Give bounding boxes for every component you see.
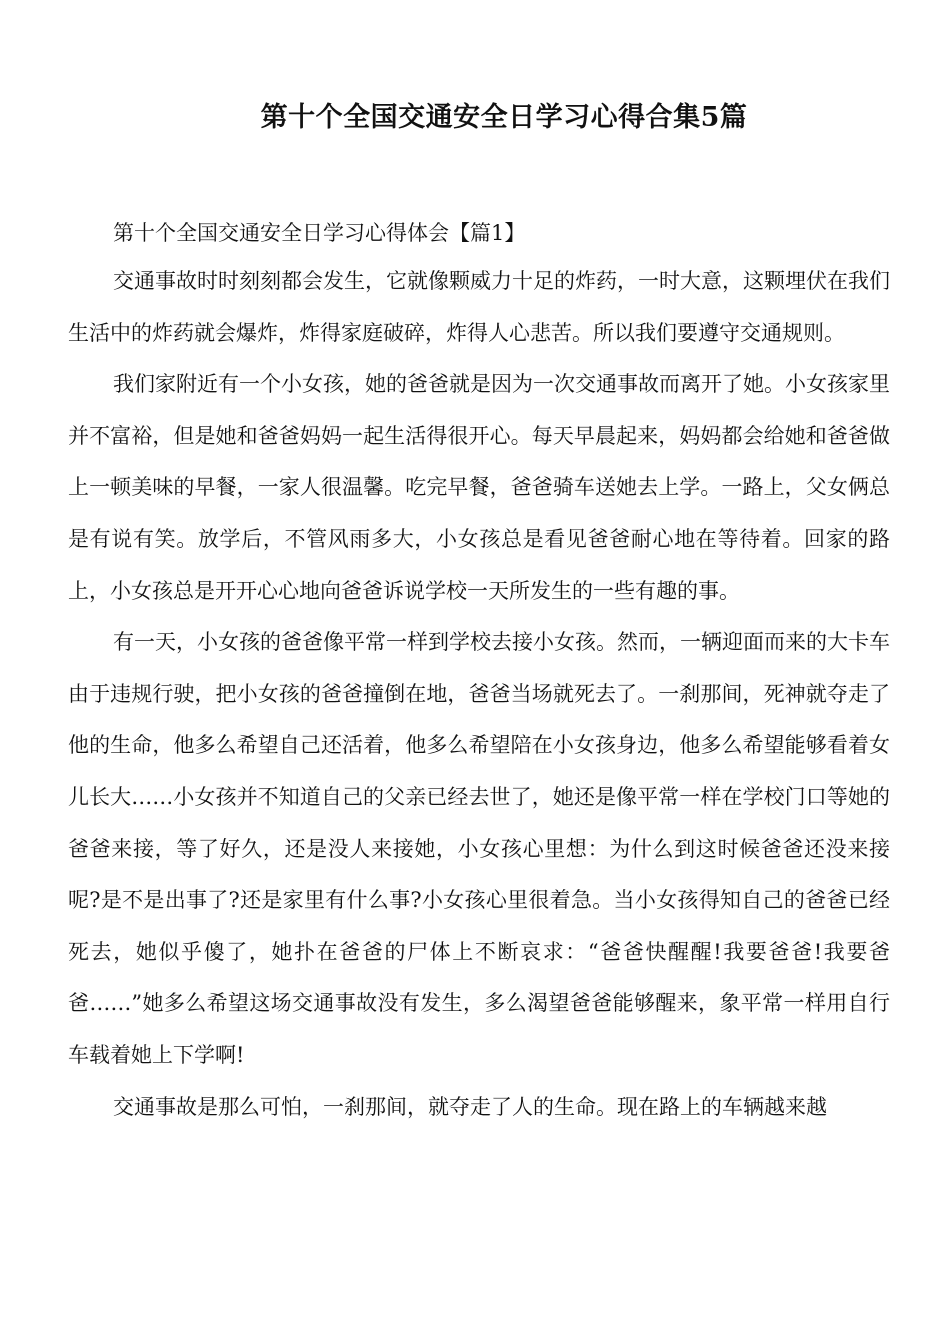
document-body (68, 210, 890, 1133)
document-title: 第十个全国交通安全日学习心得合集5篇 (260, 102, 748, 133)
paragraph-1: 交通事故时时刻刻都会发生，它就像颗威力十足的炸药，一时大意，这颗埋伏在我们生活中的炸药就会爆炸，炸得家庭破碎，炸得人心悲苦。所以我们要遵守交通规则。 (68, 269, 890, 345)
section-heading: 第十个全国交通安全日学习心得体会【篇1】 (113, 221, 526, 245)
paragraph-4: 交通事故是那么可怕，一刹那间，就夺走了人的生命。现在路上的车辆越来越 (113, 1094, 827, 1119)
paragraph-3: 有一天，小女孩的爸爸像平常一样到学校去接小女孩。然而，一辆迎面而来的大卡车由于违规行驶，把小女孩的爸爸撞倒在地，爸爸当场就死去了。一刹那间，死神就夺走了他的生命，他多么希望自己还活着，他多么希望陪在小女孩身边，他多么希望能够看着女儿长大……小女孩并不知道自己的父亲已经去世了，她还是像平常一样在学校门口等她的爸爸来接，等了好久，还是没人来接她，小女孩心里想：为什么到这时候爸爸还没来接呢?是不是出事了?还是家里有什么事?小女孩心里很着急。当小女孩得知自己的爸爸已经死去，她似乎傻了，她扑在爸爸的尸体上不断哀求：“爸爸快醒醒!我要爸爸!我要爸爸……”她多么希望这场交通事故没有发生，多么渴望爸爸能够醒来，象平常一样用自行车载着她上下学啊! (68, 630, 890, 1067)
paragraph-2: 我们家附近有一个小女孩，她的爸爸就是因为一次交通事故而离开了她。小女孩家里并不富裕，但是她和爸爸妈妈一起生活得很开心。每天早晨起来，妈妈都会给她和爸爸做上一顿美味的早餐，一家人很温馨。吃完早餐，爸爸骑车送她去上学。一路上，父女俩总是有说有笑。放学后，不管风雨多大，小女孩总是看见爸爸耐心地在等待着。回家的路上，小女孩总是开开心心地向爸爸诉说学校一天所发生的一些有趣的事。 (68, 372, 890, 603)
